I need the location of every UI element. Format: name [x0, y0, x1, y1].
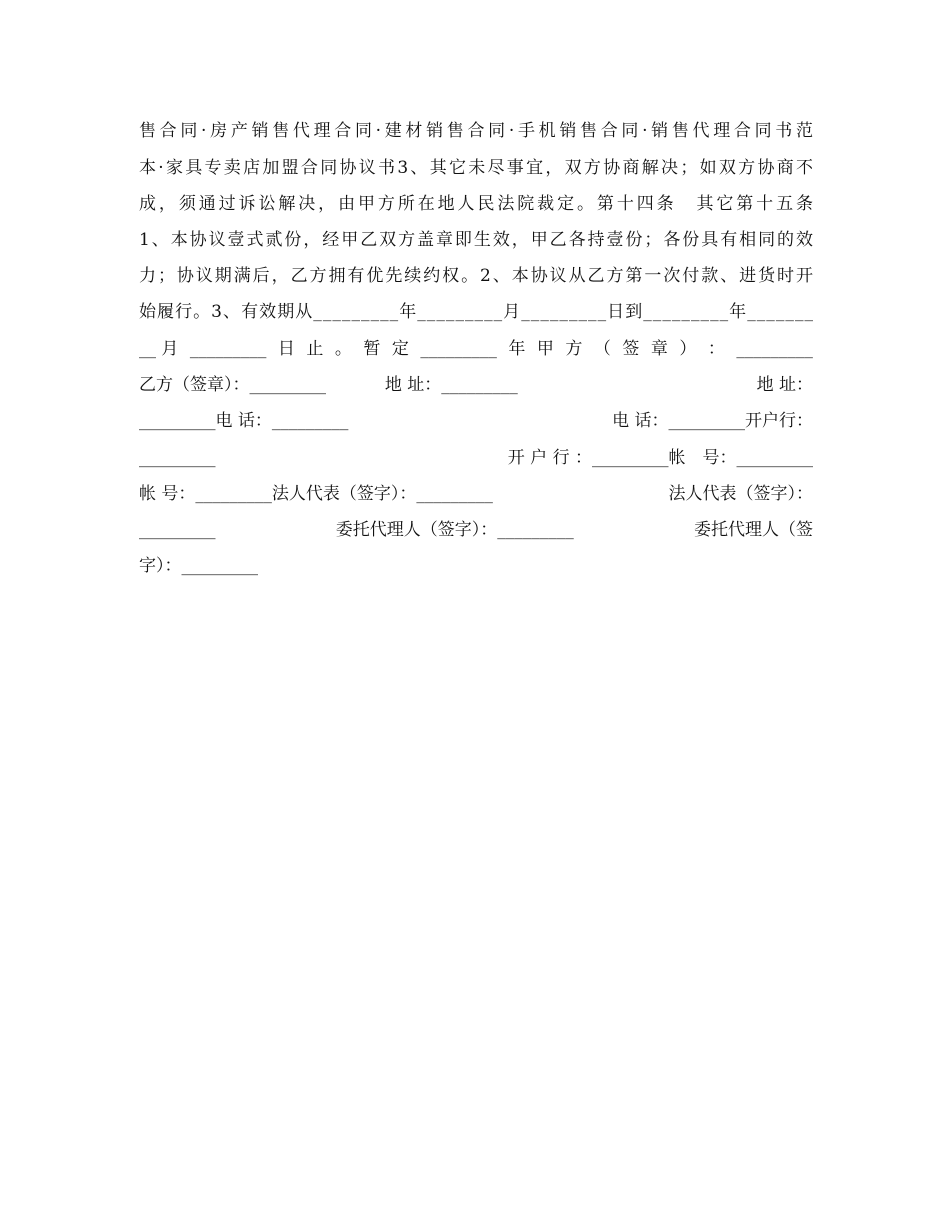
text-line-7 — [139, 331, 813, 367]
text-segment: 签 — [622, 339, 640, 359]
agent-label: 委托代理人（签 — [694, 520, 813, 540]
text-line-3 — [139, 186, 816, 222]
text-line-10 — [139, 440, 813, 476]
text-line-8 — [139, 367, 813, 403]
agent-signature-field: 字）：_________ — [139, 556, 258, 576]
text-line-9 — [139, 403, 813, 439]
party-a-address-field: 地 址：_________ — [384, 375, 518, 395]
party-b-address-label: 地 址： — [756, 375, 813, 395]
text-segment: 本·家具专卖店加盟合同协议书3、其它未尽事宜，双方协商解决；如双方协商不 — [139, 158, 816, 178]
text-segment: 售合同·房产销售代理合同·建材销售合同·手机销售合同·销售代理合同书范 — [139, 121, 817, 141]
text-segment: 力；协议期满后，乙方拥有优先续约权。2、本协议从乙方第一次付款、进货时开 — [139, 266, 815, 286]
text-segment: 止 — [306, 339, 324, 359]
blank-field: _________ — [736, 339, 813, 359]
text-line-4 — [139, 222, 813, 258]
text-segment: 章 — [650, 339, 668, 359]
text-segment: 成，须通过诉讼解决，由甲方所在地人民法院裁定。第十四条 其它第十五条 — [139, 194, 816, 214]
text-segment: ： — [707, 339, 725, 359]
text-segment: 暂 — [363, 339, 381, 359]
account-legal-rep-field: 帐 号：_________法人代表（签字）：_________ — [139, 484, 493, 504]
text-segment: （ — [593, 339, 611, 359]
text-segment: 日 — [277, 339, 295, 359]
text-line-12 — [139, 512, 813, 548]
text-line-11 — [139, 476, 813, 512]
text-line-13 — [139, 548, 813, 584]
text-segment: 1、本协议壹式贰份，经甲乙双方盖章即生效，甲乙各持壹份；各份具有相同的效 — [139, 230, 815, 250]
blank-field: _________ — [189, 339, 267, 359]
phone-field: _________电 话：_________ — [139, 411, 349, 431]
text-segment: 年 — [508, 339, 526, 359]
text-segment: ） — [679, 339, 697, 359]
text-segment: 。 — [334, 339, 352, 359]
text-segment: 方 — [565, 339, 583, 359]
phone-bank-field: 电 话：_________开户行： — [612, 411, 813, 431]
text-segment: 定 — [391, 339, 409, 359]
agent-field: 委托代理人（签字）：_________ — [335, 520, 574, 540]
text-segment: __ 月 — [139, 339, 179, 359]
validity-period-text: 始履行。3、有效期从_________年_________月_________日到_________年_______ — [139, 302, 815, 322]
text-line-6 — [139, 294, 813, 330]
text-line-2 — [139, 150, 816, 186]
blank-field: _________ — [420, 339, 497, 359]
party-b-seal-field: 乙方（签章）：_________ — [139, 375, 326, 395]
text-line-1 — [139, 113, 817, 149]
text-line-5 — [139, 258, 813, 294]
legal-rep-label: 法人代表（签字）： — [668, 484, 813, 504]
blank-field: _________ — [139, 520, 216, 540]
bank-account-field: 开 户 行 ：_________帐 号：_________ — [507, 448, 813, 468]
blank-field: _________ — [139, 448, 216, 468]
text-segment: 甲 — [536, 339, 554, 359]
